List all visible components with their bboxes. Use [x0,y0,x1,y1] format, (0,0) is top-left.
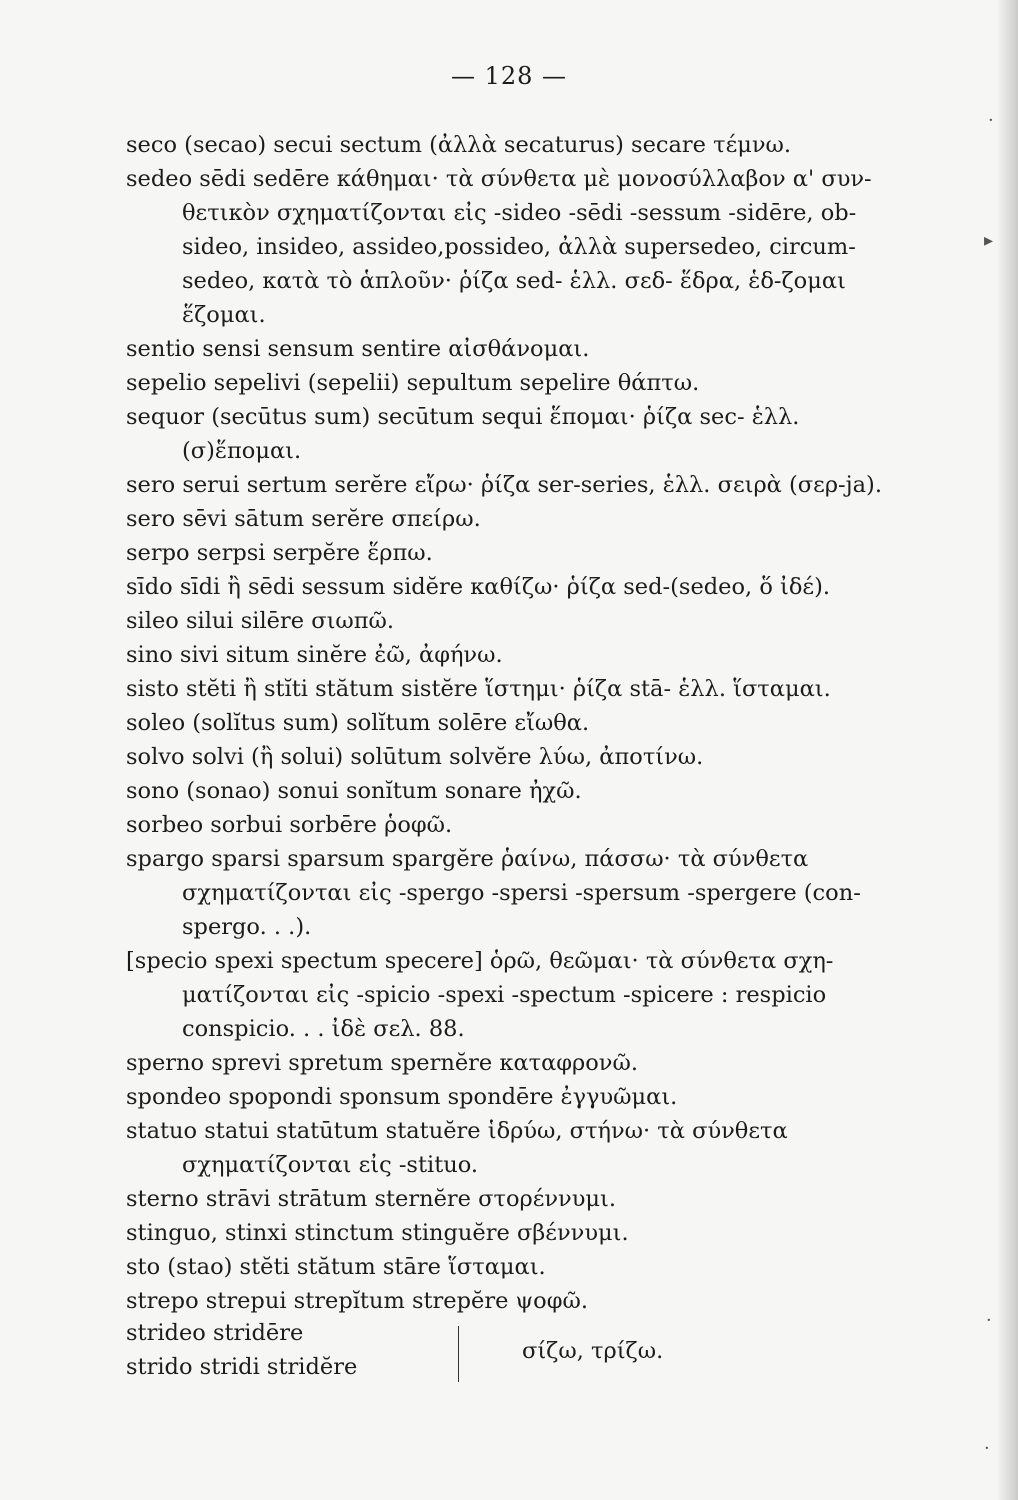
page-number: — 128 — [450,62,568,90]
entry-continuation-line: θετικὸν σχηματίζονται εἰς -sideo -sēdi -sessum -sidēre, ob- [182,200,857,226]
strido-line: strido stridi stridĕre [126,1354,358,1380]
entry-line: sisto stĕti ἢ stĭti stătum sistĕre ἵστημι· ῥίζα stā- ἑλλ. ἵσταμαι. [126,676,831,702]
margin-mark-icon: · [986,1310,992,1331]
entry-continuation-line: σχηματίζονται εἰς -spergo -spersi -spersum -spergere (con- [182,880,861,906]
entry-line: sono (sonao) sonui sonĭtum sonare ἠχῶ. [126,778,582,804]
entry-line: sīdo sīdi ἢ sēdi sessum sidĕre καθίζω· ῥίζα sed-(sedeo, ὅ ἰδέ). [126,574,830,600]
page-edge-shadow [996,0,1018,1500]
entry-line: solvo solvi (ἢ solui) solūtum solvĕre λύω, ἀποτίνω. [126,744,704,770]
entry-line: spondeo spopondi sponsum spondēre ἐγγυῶμαι. [126,1084,678,1110]
entry-continuation-line: conspicio. . . ἰδὲ σελ. 88. [182,1016,465,1042]
entry-line: sequor (secūtus sum) secūtum sequi ἕπομαι· ῥίζα sec- ἑλλ. [126,404,800,430]
entry-line: serpo serpsi serpĕre ἕρπω. [126,540,433,566]
entry-line: [specio spexi spectum specere] ὁρῶ, θεῶμαι· τὰ σύνθετα σχη- [126,948,834,974]
entry-line: sino sivi situm sinĕre ἐῶ, ἀφήνω. [126,642,503,668]
margin-mark-icon: · [988,110,994,131]
strid-entry-group [126,1318,896,1390]
margin-mark-icon: ▸ [984,230,994,251]
entry-line: sepelio sepelivi (sepelii) sepultum sepelire θάπτω. [126,370,700,396]
entry-line: sero serui sertum serĕre εἴρω· ῥίζα ser-series, ἑλλ. σειρὰ (σερ-ja). [126,472,882,498]
entry-line: soleo (solĭtus sum) solĭtum solēre εἴωθα. [126,710,590,736]
entry-line: spargo sparsi sparsum spargĕre ῥαίνω, πάσσω· τὰ σύνθετα [126,846,809,872]
entry-continuation-line: sedeo, κατὰ τὸ ἁπλοῦν· ῥίζα sed- ἑλλ. σεδ- ἕδρα, ἑδ-ζομαι [182,268,846,294]
entry-line: sorbeo sorbui sorbēre ῥοφῶ. [126,812,453,838]
margin-mark-icon: · [984,1438,990,1459]
entry-continuation-line: spergo. . .). [182,914,312,940]
brace-mark [458,1326,469,1382]
entry-continuation-line: ἕζομαι. [182,302,266,328]
entry-line: statuo statui statūtum statuĕre ἱδρύω, στήνω· τὰ σύνθετα [126,1118,788,1144]
entry-line: sterno strāvi strātum sternĕre στορέννυμι. [126,1186,617,1212]
entry-line: stinguo, stinxi stinctum stinguĕre σβέννυμι. [126,1220,629,1246]
entry-line: sentio sensi sensum sentire αἰσθάνομαι. [126,336,590,362]
entry-line: seco (secao) secui sectum (ἀλλὰ secaturus) secare τέμνω. [126,132,792,158]
verb-list [126,128,896,1390]
strideo-line: strideo stridēre [126,1320,304,1346]
entry-line: sto (stao) stĕti stătum stāre ἵσταμαι. [126,1254,546,1280]
entry-line: sero sēvi sātum serĕre σπείρω. [126,506,481,532]
shared-meaning: σίζω, τρίζω. [522,1338,664,1364]
entry-line: sperno sprevi spretum spernĕre καταφρονῶ. [126,1050,638,1076]
entry-line: strepo strepui strepĭtum strepĕre ψοφῶ. [126,1288,588,1314]
entry-list [126,128,896,1318]
entry-line: sileo silui silēre σιωπῶ. [126,608,395,634]
entry-continuation-line: σχηματίζονται εἰς -stituo. [182,1152,479,1178]
entry-continuation-line: ματίζονται εἰς -spicio -spexi -spectum -spicere : respicio [182,982,827,1008]
entry-line: sedeo sēdi sedēre κάθημαι· τὰ σύνθετα μὲ μονοσύλλαβον α' συν- [126,166,872,192]
entry-continuation-line: sideo, insideo, assideo,possideo, ἀλλὰ supersedeo, circum- [182,234,856,260]
entry-continuation-line: (σ)ἕπομαι. [182,438,302,464]
